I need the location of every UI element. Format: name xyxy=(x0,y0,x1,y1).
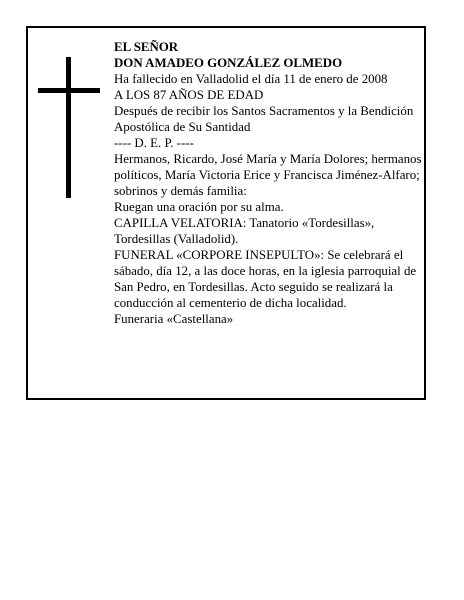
prayer-line: Ruegan una oración por su alma. xyxy=(114,200,284,214)
dep-line: ---- D. E. P. ---- xyxy=(114,136,194,150)
deceased-name: DON AMADEO GONZÁLEZ OLMEDO xyxy=(114,56,343,70)
notice-title: EL SEÑOR xyxy=(114,40,179,54)
chapel-paragraph: CAPILLA VELATORIA: Tanatorio «Tordesillas», Tordesillas (Valladolid). xyxy=(114,216,375,246)
age-line: A LOS 87 AÑOS DE EDAD xyxy=(114,88,264,102)
cross-vertical-bar xyxy=(66,57,71,198)
funeral-home-line: Funeraria «Castellana» xyxy=(114,312,234,326)
latin-cross-icon xyxy=(38,57,100,198)
notice-text xyxy=(114,39,426,327)
cross-horizontal-bar xyxy=(38,88,100,93)
death-date-line: Ha fallecido en Valladolid el día 11 de enero de 2008 xyxy=(114,72,388,86)
obituary-notice xyxy=(26,26,426,400)
sacraments-line: Después de recibir los Santos Sacramentos y la Bendición Apostólica de Su Santidad xyxy=(114,104,414,134)
funeral-paragraph: FUNERAL «CORPORE INSEPULTO»: Se celebrará el sábado, día 12, a las doce horas, en la iglesia parroquial de San Pedro, en Tordesillas. Acto seguido se realizará la conducción al cementerio de dicha localidad. xyxy=(114,248,417,310)
family-paragraph: Hermanos, Ricardo, José María y María Dolores; hermanos políticos, María Victoria Erice y Francisca Jiménez-Alfaro; sobrinos y demás familia: xyxy=(114,152,422,198)
